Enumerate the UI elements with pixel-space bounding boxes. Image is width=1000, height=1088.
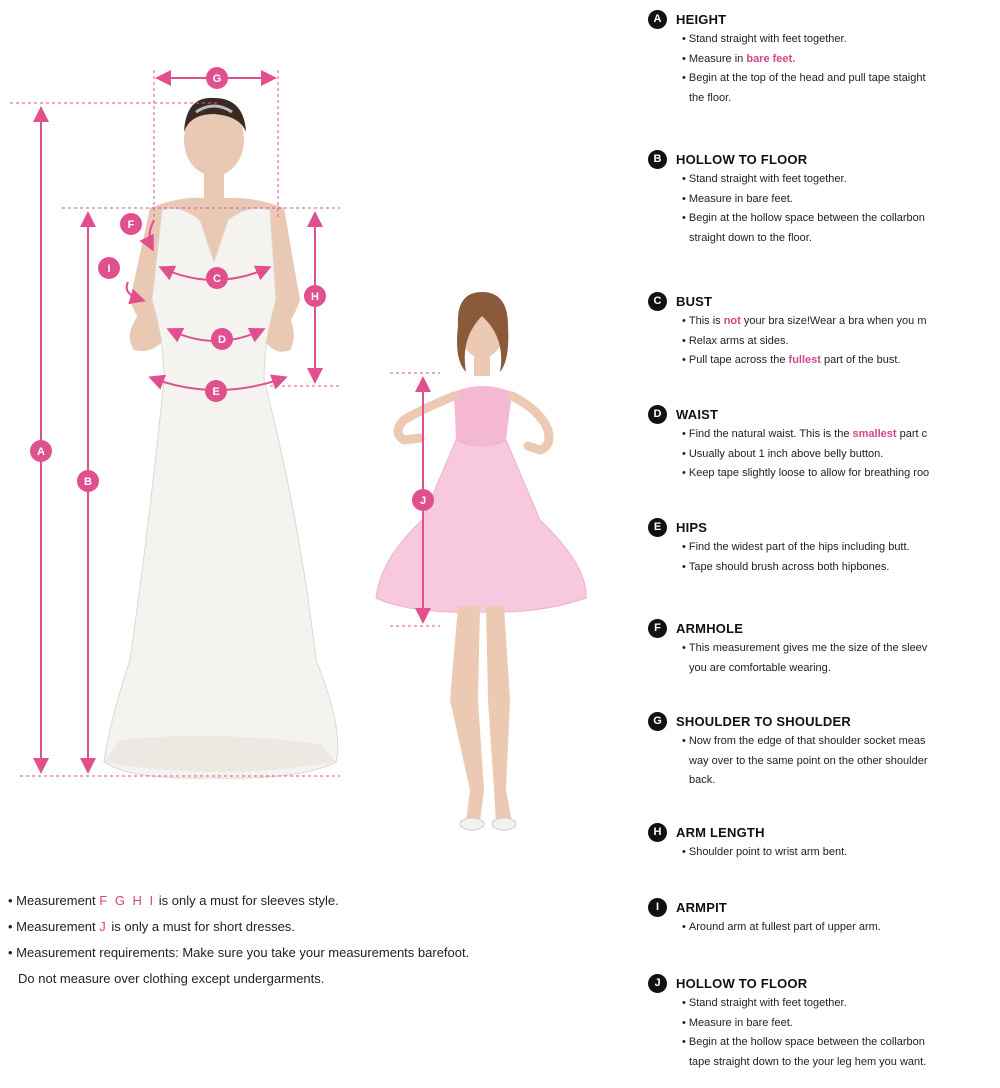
guide-shoulder-line-3: back. bbox=[689, 774, 716, 786]
badge-i-icon: I bbox=[648, 898, 667, 917]
guide-waist-line-3: • Keep tape slightly loose to allow for breathing roo bbox=[682, 467, 930, 479]
guide-shoulder-title: SHOULDER TO SHOULDER bbox=[676, 713, 851, 729]
note-short-dress-letter: J bbox=[99, 919, 108, 934]
guide-armpit-title: ARMPIT bbox=[676, 899, 728, 915]
marker-a bbox=[30, 440, 52, 462]
guide-height-title: HEIGHT bbox=[676, 11, 727, 27]
marker-j bbox=[412, 489, 434, 511]
marker-e bbox=[205, 380, 227, 402]
svg-text:B: B bbox=[84, 476, 92, 488]
svg-text:J: J bbox=[419, 495, 427, 507]
badge-g-icon: G bbox=[648, 712, 667, 731]
badge-a-icon: A bbox=[648, 10, 667, 29]
guide-hips-line-1: • Find the widest part of the hips including butt. bbox=[682, 541, 910, 553]
girl-figure bbox=[376, 292, 586, 830]
guide-shoulder-line-1: • Now from the edge of that shoulder socket meas bbox=[682, 735, 926, 747]
guide-hips-title: HIPS bbox=[676, 519, 708, 535]
badge-d-icon: D bbox=[648, 405, 667, 424]
svg-text:C: C bbox=[213, 273, 221, 285]
badge-c-icon: C bbox=[648, 292, 667, 311]
guide-height-line-2: • Measure in bare feet. bbox=[682, 52, 796, 65]
guide-hollow-line-4: straight down to the floor. bbox=[689, 231, 812, 244]
guide-height-line-1: • Stand straight with feet together. bbox=[682, 33, 847, 45]
guide-hollow-title: HOLLOW TO FLOOR bbox=[676, 151, 808, 167]
note-short-dress-prefix: Measurement bbox=[16, 919, 96, 934]
guide-hollow-to-floor bbox=[648, 148, 1000, 248]
note-short-dress-suffix: is only a must for short dresses. bbox=[111, 919, 295, 934]
guide-hollow-line-1: • Stand straight with feet together. bbox=[682, 173, 847, 185]
svg-text:H: H bbox=[311, 291, 319, 303]
guide-arm-length-line-1: • Shoulder point to wrist arm bent. bbox=[682, 846, 848, 858]
guide-armhole bbox=[648, 617, 1000, 678]
guide-armpit-line-1: • Around arm at fullest part of upper arm. bbox=[682, 921, 881, 933]
guide-bust-title: BUST bbox=[676, 293, 713, 309]
guide-hollow-short-line-3: • Begin at the hollow space between the collarbon bbox=[682, 1036, 925, 1048]
note-sleeves-suffix: is only a must for sleeves style. bbox=[158, 893, 339, 908]
guide-arm-length-title: ARM LENGTH bbox=[676, 824, 765, 840]
svg-text:I: I bbox=[107, 263, 111, 275]
guide-waist-line-2: • Usually about 1 inch above belly button. bbox=[682, 447, 884, 460]
guide-height-line-4: the floor. bbox=[689, 91, 732, 104]
marker-b bbox=[77, 470, 99, 492]
guide-bust-line-3: • Pull tape across the fullest part of the bust. bbox=[682, 354, 901, 366]
marker-g bbox=[206, 67, 228, 89]
guide-hollow-short-line-2: • Measure in bare feet. bbox=[682, 1016, 793, 1029]
svg-text:G: G bbox=[212, 73, 222, 85]
guide-waist-line-1: • Find the natural waist. This is the smallest part c bbox=[682, 428, 928, 440]
guide-bust-line-2: • Relax arms at sides. bbox=[682, 334, 789, 347]
guide-armhole-line-2: you are comfortable wearing. bbox=[689, 661, 831, 674]
guide-hollow-short-line-4: tape straight down to the your leg hem you want. bbox=[689, 1055, 927, 1068]
guide-bust-line-1: • This is not your bra size!Wear a bra when you m bbox=[682, 315, 927, 327]
svg-text:D: D bbox=[218, 334, 226, 346]
guide-hips-line-2: • Tape should brush across both hipbones. bbox=[682, 560, 890, 573]
marker-h bbox=[304, 285, 326, 307]
measurement-figures bbox=[0, 0, 620, 860]
guide-height bbox=[648, 8, 1000, 108]
guide-hollow-short-title: HOLLOW TO FLOOR bbox=[676, 975, 808, 991]
bride-figure bbox=[104, 98, 338, 778]
guide-shoulder-line-2: way over to the same point on the other shoulder bbox=[689, 754, 928, 767]
badge-f-icon: F bbox=[648, 619, 667, 638]
svg-text:F: F bbox=[127, 219, 135, 231]
svg-text:A: A bbox=[37, 446, 45, 458]
guide-waist bbox=[648, 403, 1000, 484]
badge-b-icon: B bbox=[648, 150, 667, 169]
badge-e-icon: E bbox=[648, 518, 667, 537]
measurement-guide bbox=[648, 0, 1000, 1088]
badge-h-icon: H bbox=[648, 823, 667, 842]
guide-hollow-line-3: • Begin at the hollow space between the collarbon bbox=[682, 212, 925, 224]
guide-height-line-3: • Begin at the top of the head and pull tape staight bbox=[682, 72, 926, 84]
svg-text:E: E bbox=[212, 386, 220, 398]
guide-hollow-to-floor-short bbox=[648, 972, 1000, 1072]
guide-armpit bbox=[648, 896, 1000, 938]
marker-f bbox=[120, 213, 142, 235]
guide-shoulder bbox=[648, 710, 1000, 791]
note-sleeves: • Measurement F G H I is only a must for sleeves style. bbox=[8, 893, 339, 908]
guide-armhole-line-1: • This measurement gives me the size of the sleev bbox=[682, 642, 928, 654]
guide-hollow-short-line-1: • Stand straight with feet together. bbox=[682, 997, 847, 1009]
guide-waist-title: WAIST bbox=[676, 406, 719, 422]
note-requirements-text: Measurement requirements: Make sure you take your measurements barefoot. bbox=[16, 945, 470, 960]
note-undergarments bbox=[8, 971, 608, 997]
marker-i bbox=[98, 257, 120, 279]
marker-c bbox=[206, 267, 228, 289]
badge-j-icon: J bbox=[648, 974, 667, 993]
guide-arm-length bbox=[648, 821, 1000, 863]
guide-armhole-title: ARMHOLE bbox=[676, 620, 744, 636]
guide-hips bbox=[648, 516, 1000, 577]
note-undergarments-text: Do not measure over clothing except undergarments. bbox=[18, 971, 325, 986]
marker-d bbox=[211, 328, 233, 350]
note-sleeves-letters: F G H I bbox=[99, 893, 156, 908]
guide-bust bbox=[648, 290, 1000, 371]
measurement-notes bbox=[8, 893, 608, 997]
guide-hollow-line-2: • Measure in bare feet. bbox=[682, 192, 793, 205]
note-sleeves-prefix: Measurement bbox=[16, 893, 96, 908]
note-requirements: • Measurement requirements: Make sure you take your measurements barefoot. bbox=[8, 945, 470, 960]
note-short-dress: • Measurement J is only a must for short dresses. bbox=[8, 919, 295, 934]
